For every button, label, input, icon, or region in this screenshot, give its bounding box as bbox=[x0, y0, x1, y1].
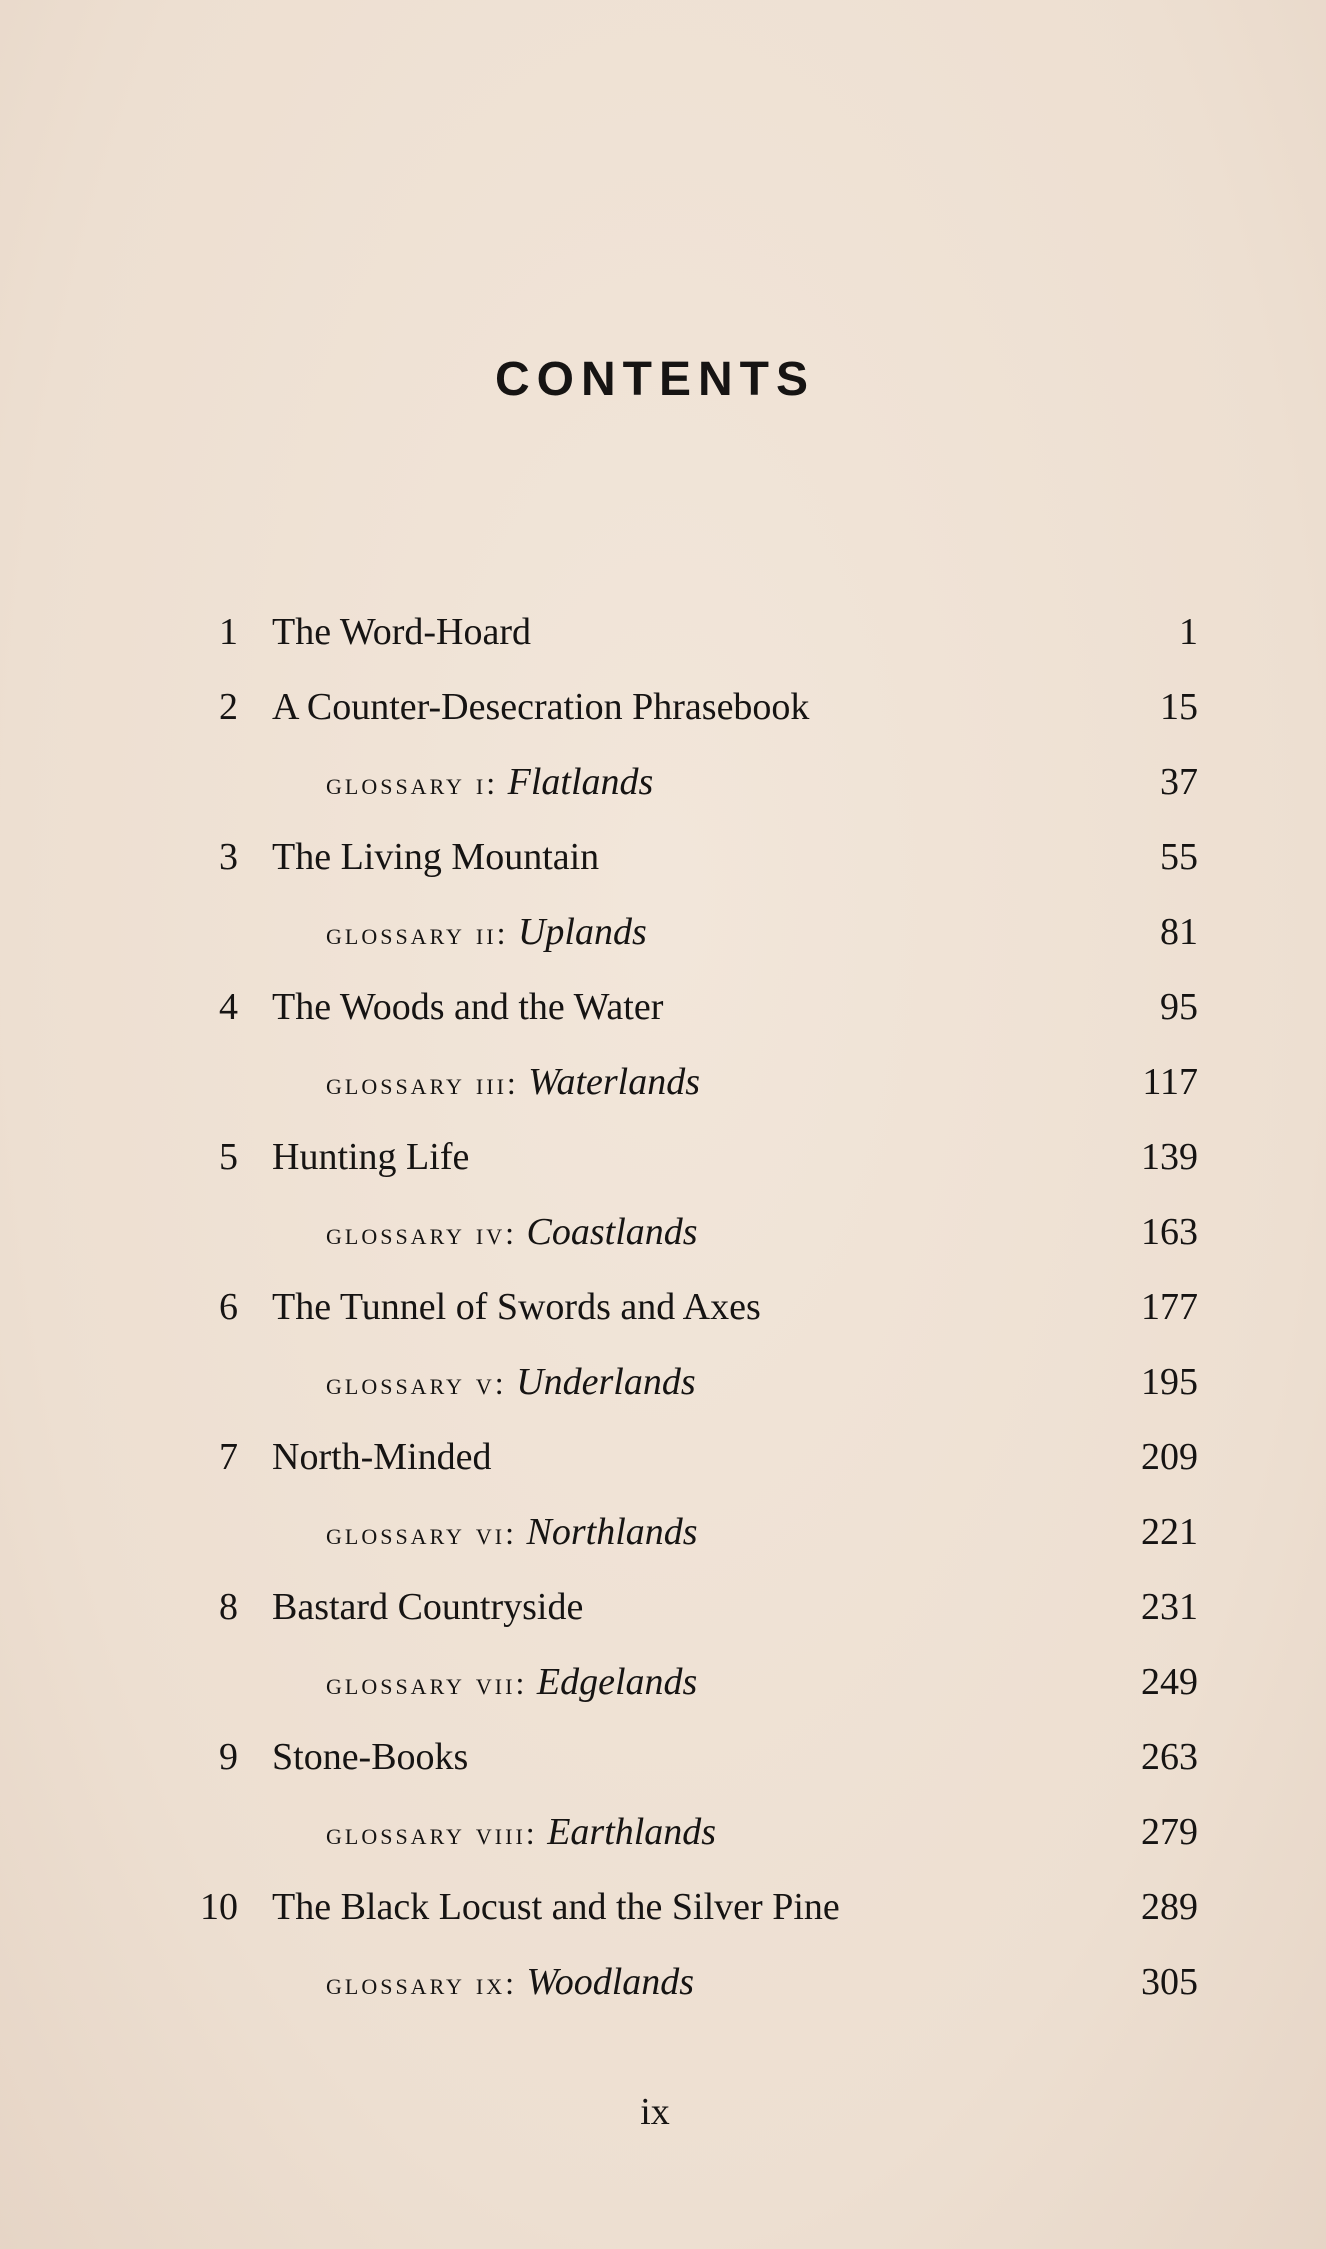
glossary-label: glossary iii: bbox=[326, 1065, 519, 1101]
page-reference: 249 bbox=[1141, 1661, 1198, 1703]
glossary-title bbox=[326, 1495, 698, 1571]
toc-chapter-entry bbox=[190, 1420, 1198, 1495]
page-reference: 95 bbox=[1160, 986, 1198, 1028]
page-reference: 1 bbox=[1179, 611, 1198, 653]
chapter-title: Bastard Countryside bbox=[272, 1586, 584, 1628]
toc-chapter-entry bbox=[190, 1270, 1198, 1345]
chapter-number: 1 bbox=[219, 611, 238, 653]
toc-glossary-entry bbox=[190, 1795, 1198, 1870]
toc-glossary-entry bbox=[190, 745, 1198, 820]
toc-glossary-entry bbox=[190, 1045, 1198, 1120]
glossary-label: glossary i: bbox=[326, 765, 499, 801]
toc-chapter-entry bbox=[190, 1120, 1198, 1195]
page-reference: 305 bbox=[1141, 1961, 1198, 2003]
glossary-label: glossary ii: bbox=[326, 915, 509, 951]
page-reference: 139 bbox=[1141, 1136, 1198, 1178]
table-of-contents bbox=[190, 595, 1198, 2020]
chapter-title: The Living Mountain bbox=[272, 836, 600, 878]
toc-chapter-entry bbox=[190, 970, 1198, 1045]
chapter-number: 3 bbox=[219, 836, 238, 878]
chapter-title: North-Minded bbox=[272, 1436, 492, 1478]
page-reference: 37 bbox=[1160, 761, 1198, 803]
glossary-name: Underlands bbox=[516, 1361, 696, 1403]
chapter-number: 7 bbox=[219, 1436, 238, 1478]
chapter-title: Stone-Books bbox=[272, 1736, 469, 1778]
page-reference: 231 bbox=[1141, 1586, 1198, 1628]
page-reference: 55 bbox=[1160, 836, 1198, 878]
chapter-title: Hunting Life bbox=[272, 1136, 470, 1178]
glossary-label: glossary vii: bbox=[326, 1665, 528, 1701]
page-reference: 15 bbox=[1160, 686, 1198, 728]
glossary-name: Earthlands bbox=[547, 1811, 717, 1853]
page-reference: 279 bbox=[1141, 1811, 1198, 1853]
page-reference: 263 bbox=[1141, 1736, 1198, 1778]
toc-glossary-entry bbox=[190, 1495, 1198, 1570]
toc-chapter-entry bbox=[190, 1720, 1198, 1795]
page-reference: 177 bbox=[1141, 1286, 1198, 1328]
toc-glossary-entry bbox=[190, 1345, 1198, 1420]
chapter-number: 10 bbox=[200, 1886, 238, 1928]
chapter-title: The Word-Hoard bbox=[272, 611, 531, 653]
glossary-name: Coastlands bbox=[526, 1211, 698, 1253]
glossary-name: Flatlands bbox=[507, 761, 654, 803]
glossary-title bbox=[326, 1195, 698, 1271]
chapter-number: 5 bbox=[219, 1136, 238, 1178]
toc-chapter-entry bbox=[190, 1570, 1198, 1645]
chapter-number: 4 bbox=[219, 986, 238, 1028]
page-reference: 81 bbox=[1160, 911, 1198, 953]
glossary-title bbox=[326, 1645, 697, 1721]
page-reference: 195 bbox=[1141, 1361, 1198, 1403]
toc-glossary-entry bbox=[190, 895, 1198, 970]
page-number-folio: ix bbox=[640, 2091, 670, 2133]
glossary-title bbox=[326, 895, 647, 971]
chapter-number: 9 bbox=[219, 1736, 238, 1778]
glossary-label: glossary viii: bbox=[326, 1815, 538, 1851]
glossary-label: glossary ix: bbox=[326, 1965, 518, 2001]
glossary-label: glossary vi: bbox=[326, 1515, 518, 1551]
page-reference: 209 bbox=[1141, 1436, 1198, 1478]
glossary-label: glossary v: bbox=[326, 1365, 507, 1401]
chapter-number: 6 bbox=[219, 1286, 238, 1328]
glossary-title bbox=[326, 1795, 716, 1871]
chapter-title: The Woods and the Water bbox=[272, 986, 664, 1028]
page-title: CONTENTS bbox=[495, 353, 815, 406]
toc-chapter-entry bbox=[190, 595, 1198, 670]
chapter-number: 8 bbox=[219, 1586, 238, 1628]
glossary-title bbox=[326, 1045, 700, 1121]
glossary-name: Edgelands bbox=[536, 1661, 698, 1703]
toc-glossary-entry bbox=[190, 1945, 1198, 2020]
glossary-name: Uplands bbox=[517, 911, 647, 953]
glossary-name: Waterlands bbox=[528, 1061, 701, 1103]
toc-glossary-entry bbox=[190, 1195, 1198, 1270]
page-reference: 221 bbox=[1141, 1511, 1198, 1553]
glossary-title bbox=[326, 1945, 694, 2021]
glossary-title bbox=[326, 1345, 696, 1421]
chapter-title: The Tunnel of Swords and Axes bbox=[272, 1286, 761, 1328]
chapter-number: 2 bbox=[219, 686, 238, 728]
toc-chapter-entry bbox=[190, 670, 1198, 745]
chapter-title: A Counter-Desecration Phrasebook bbox=[272, 686, 810, 728]
toc-chapter-entry bbox=[190, 820, 1198, 895]
glossary-label: glossary iv: bbox=[326, 1215, 518, 1251]
page-reference: 289 bbox=[1141, 1886, 1198, 1928]
page-reference: 163 bbox=[1141, 1211, 1198, 1253]
toc-chapter-entry bbox=[190, 1870, 1198, 1945]
page-reference: 117 bbox=[1142, 1061, 1198, 1103]
toc-glossary-entry bbox=[190, 1645, 1198, 1720]
glossary-name: Woodlands bbox=[526, 1961, 695, 2003]
glossary-name: Northlands bbox=[526, 1511, 698, 1553]
glossary-title bbox=[326, 745, 653, 821]
chapter-title: The Black Locust and the Silver Pine bbox=[272, 1886, 840, 1928]
